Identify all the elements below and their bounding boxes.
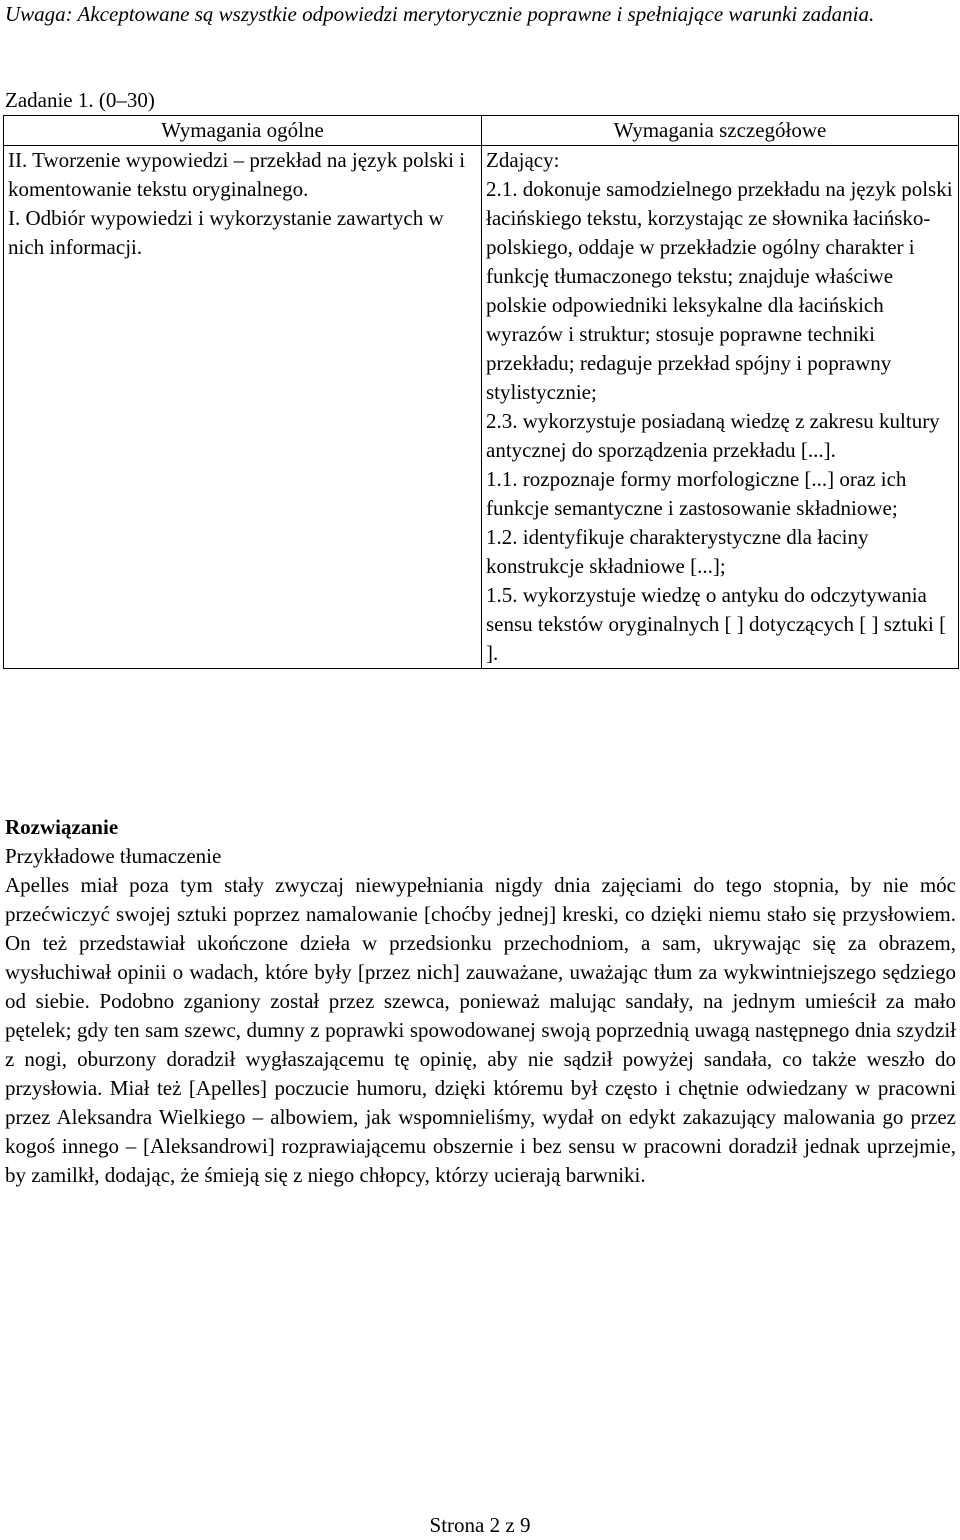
general-requirements-header: Wymagania ogólne [4,116,482,146]
general-requirement-item: II. Tworzenie wypowiedzi – przekład na język polski i komentowanie tekstu oryginalnego. [8,148,466,201]
specific-requirement-item: 1.5. wykorzystuje wiedzę o antyku do odczytywania sensu tekstów oryginalnych [ ] dotyczących [ ] sztuki [ ]. [486,583,947,665]
specific-requirement-item: 1.1. rozpoznaje formy morfologiczne [...] oraz ich funkcje semantyczne i zastosowanie składniowe; [486,467,907,520]
solution-subheading: Przykładowe tłumaczenie [5,844,222,868]
page-number: Strona 2 z 9 [429,1513,531,1537]
acceptance-note: Uwaga: Akceptowane są wszystkie odpowiedzi merytorycznie poprawne i spełniające warunki zadania. [5,2,875,26]
general-requirement-item: I. Odbiór wypowiedzi i wykorzystanie zawartych w nich informacji. [8,206,444,259]
specific-requirements-header: Wymagania szczegółowe [482,116,959,146]
general-requirements-cell [4,146,482,669]
requirements-header-row [4,116,959,146]
specific-requirement-item: 2.1. dokonuje samodzielnego przekładu na język polski łacińskiego tekstu, korzystając ze słownika łacińsko-polskiego, oddaje w przekładzie ogólny charakter i funkcję tłumaczonego tekstu; znajduje właściwe polskie odpowiedniki leksykalne dla łacińskich wyrazów i struktur; stosuje poprawne techniki przekładu; redaguje przekład spójny i poprawny stylistycznie; [486,177,953,404]
specific-requirements-cell [482,146,959,669]
translation-text: Apelles miał poza tym stały zwyczaj niewypełniania nigdy dnia zajęciami do tego stopnia, by nie móc przećwiczyć swojej sztuki poprzez namalowanie [choćby jednej] kreski, co dzięki niemu stało się przysłowiem. On też przedstawiał ukończone dzieła w przedsionku przechodniom, a sam, ukrywając się za obrazem, wysłuchiwał opinii o wadach, które były [przez nich] zauważane, uważając tłum za wykwintniejszego sędziego od siebie. Podobno zganiony został przez szewca, ponieważ malując sandały, na jednym umieścił za mało pętelek; gdy ten sam szewc, dumny z poprawki spowodowanej swoją poprzednią uwagą następnego dnia szydził z nogi, oburzony doradził wygłaszającemu tę opinię, aby nie sądził powyżej sandała, co także weszło do przysłowia. Miał też [Apelles] poczucie humoru, dzięki któremu był często i chętnie odwiedzany w pracowni przez Aleksandra Wielkiego – albowiem, jak wspomnieliśmy, wydał on edykt zakazujący malowania go przez kogoś innego – [Aleksandrowi] rozprawiającemu obszernie i bez sensu w pracowni doradził jednak uprzejmie, by zamilkł, dodając, że śmieją się z niego chłopcy, którzy ucierają barwniki. [5,873,956,1187]
requirements-body-row [4,146,959,669]
solution-heading: Rozwiązanie [5,815,119,839]
specific-requirement-item: 1.2. identyfikuje charakterystyczne dla łaciny konstrukcje składniowe [...]; [486,525,869,578]
requirements-table [3,115,959,669]
specific-requirements-intro: Zdający: [486,148,560,172]
task-title: Zadanie 1. (0–30) [5,88,155,112]
specific-requirement-item: 2.3. wykorzystuje posiadaną wiedzę z zakresu kultury antycznej do sporządzenia przekładu [...]. [486,409,940,462]
